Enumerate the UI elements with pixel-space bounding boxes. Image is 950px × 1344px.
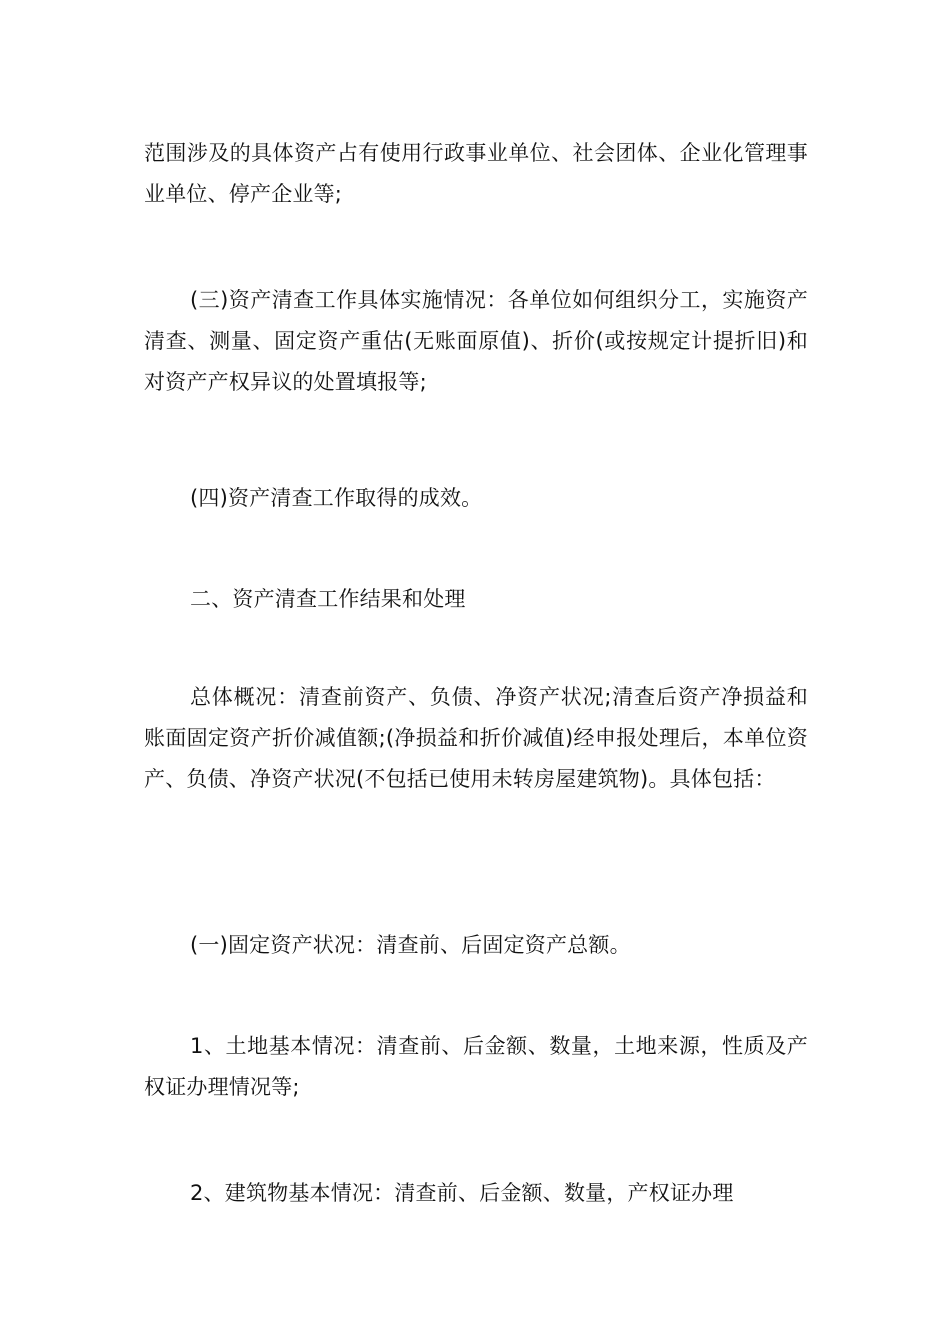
heading-results: 二、资产清查工作结果和处理 — [190, 587, 466, 611]
paragraph-section-3: (三)资产清查工作具体实施情况：各单位如何组织分工，实施资产清查、测量、固定资产重估(无账面原值)、折价(或按规定计提折旧)和对资产产权异议的处置填报等; — [144, 288, 808, 394]
paragraph-scope: 范围涉及的具体资产占有使用行政事业单位、社会团体、企业化管理事业单位、停产企业等; — [144, 141, 808, 206]
paragraph-buildings: 2、建筑物基本情况：清查前、后金额、数量，产权证办理 — [190, 1181, 734, 1205]
paragraph-land: 1、土地基本情况：清查前、后金额、数量，土地来源，性质及产权证办理情况等; — [144, 1034, 808, 1099]
paragraph-section-4: (四)资产清查工作取得的成效。 — [190, 486, 483, 510]
paragraph-fixed-assets: (一)固定资产状况：清查前、后固定资产总额。 — [190, 933, 631, 957]
paragraph-overview: 总体概况：清查前资产、负债、净资产状况;清查后资产净损益和账面固定资产折价减值额;(净损益和折价减值)经申报处理后，本单位资产、负债、净资产状况(不包括已使用未转房屋建筑物)。具体包括： — [144, 685, 808, 791]
